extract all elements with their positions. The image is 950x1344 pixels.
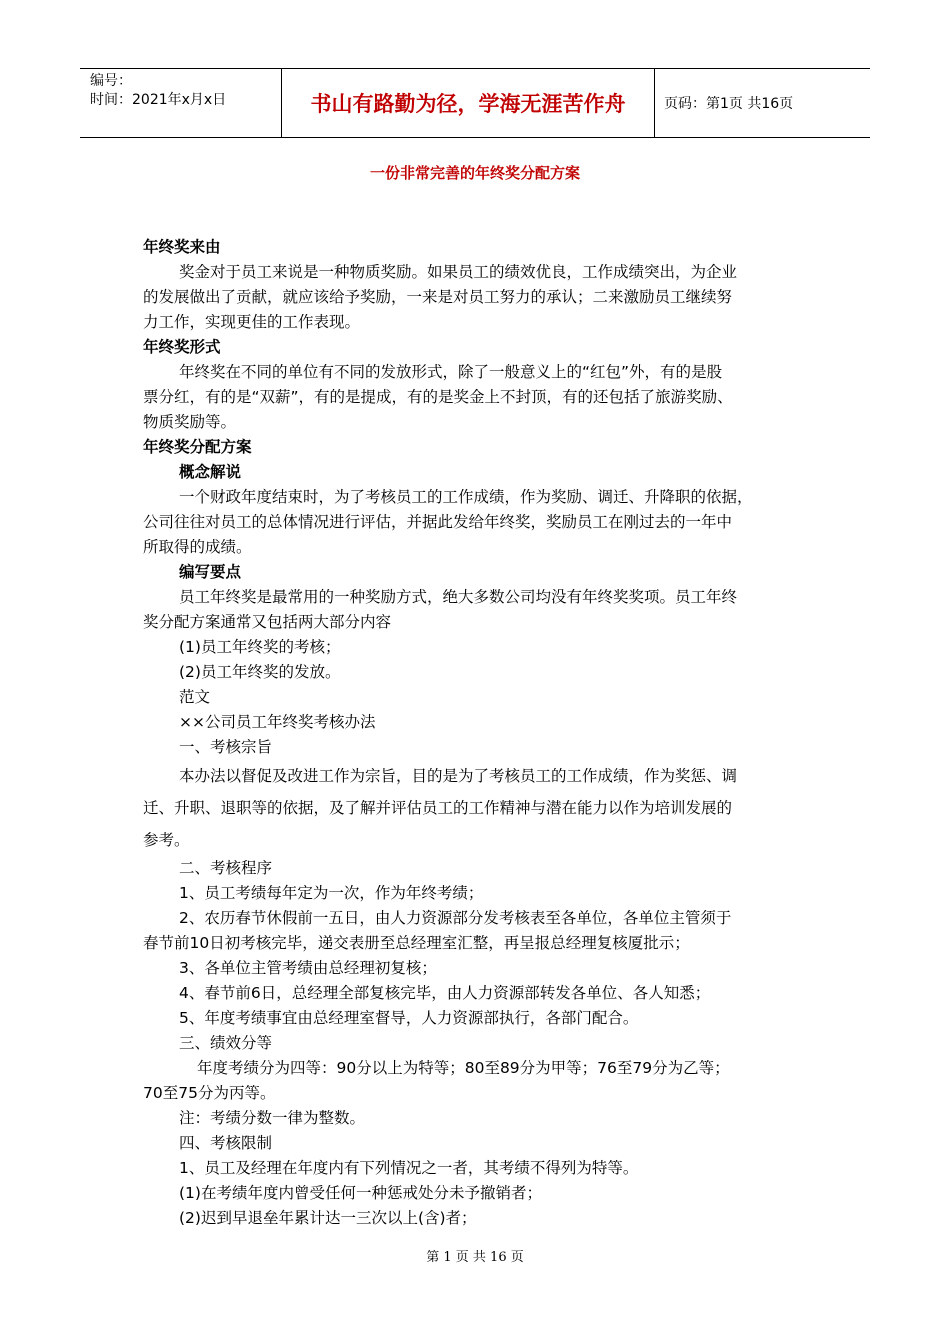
document-body	[143, 235, 823, 1231]
section-heading: 年终奖形式	[143, 338, 221, 356]
paragraph-line: 年终奖在不同的单位有不同的发放形式，除了一般意义上的“红包”外，有的是股	[179, 363, 723, 381]
list-item: (2)迟到早退垒年累计达一三次以上(含)者；	[179, 1209, 477, 1227]
section-heading: 年终奖分配方案	[143, 438, 252, 456]
paragraph-line: 的发展做出了贡献，就应该给予奖励，一来是对员工努力的承认；二来激励员工继续努	[143, 288, 733, 306]
paragraph-line: 范文	[179, 688, 211, 706]
paragraph-line: 年度考绩分为四等：90分以上为特等；80至89分为甲等；76至79分为乙等；	[197, 1059, 730, 1077]
time-label: 时间：2021年x月x日	[90, 92, 227, 108]
paragraph-line: 奖分配方案通常又包括两大部分内容	[143, 613, 392, 631]
header-left-cell	[80, 69, 282, 137]
paragraph-line: 员工年终奖是最常用的一种奖励方式，绝大多数公司均没有年终奖奖项。员工年终	[179, 588, 738, 606]
article-heading: 一、考核宗旨	[179, 738, 273, 756]
list-item: 5、年度考绩事宜由总经理室督导，人力资源部执行，各部门配合。	[179, 1009, 639, 1027]
paragraph-line: 物质奖励等。	[143, 413, 237, 431]
page-footer: 第 1 页 共 16 页	[426, 1250, 524, 1265]
paragraph-line: 所取得的成绩。	[143, 538, 252, 556]
paragraph-line: 参考。	[143, 831, 190, 849]
note-line: 注：考绩分数一律为整数。	[179, 1109, 366, 1127]
list-item: 1、员工及经理在年度内有下列情况之一者，其考绩不得列为特等。	[179, 1159, 639, 1177]
paragraph-line: 票分红，有的是“双薪”，有的是提成，有的是奖金上不封顶，有的还包括了旅游奖励、	[143, 388, 733, 406]
paragraph-line: 本办法以督促及改进工作为宗旨，目的是为了考核员工的工作成绩，作为奖惩、调	[179, 767, 738, 785]
code-label: 编号：	[90, 73, 132, 89]
document-title: 一份非常完善的年终奖分配方案	[369, 164, 580, 182]
list-item: 4、春节前6日，总经理全部复核完毕，由人力资源部转发各单位、各人知悉；	[179, 984, 711, 1002]
paragraph-line: 迁、升职、退职等的依据，及了解并评估员工的工作精神与潜在能力以作为培训发展的	[143, 799, 733, 817]
paragraph-line: 一个财政年度结束时，为了考核员工的工作成绩，作为奖励、调迁、升降职的依据，	[179, 488, 753, 506]
header-page-info: 页码：第1页 共16页	[664, 96, 794, 112]
list-item: (2)员工年终奖的发放。	[179, 663, 341, 681]
subsection-heading: 编写要点	[179, 563, 242, 581]
list-item: (1)员工年终奖的考核；	[179, 638, 341, 656]
paragraph-line: 奖金对于员工来说是一种物质奖励。如果员工的绩效优良，工作成绩突出，为企业	[179, 263, 738, 281]
subsection-heading: 概念解说	[179, 463, 242, 481]
header-motto: 书山有路勤为径，学海无涯苦作舟	[282, 69, 655, 137]
paragraph-line: ××公司员工年终奖考核办法	[179, 713, 376, 731]
paragraph-line: 力工作，实现更佳的工作表现。	[143, 313, 361, 331]
list-item: 1、员工考绩每年定为一次，作为年终考绩；	[179, 884, 484, 902]
list-item: 3、各单位主管考绩由总经理初复核；	[179, 959, 437, 977]
section-heading: 年终奖来由	[143, 238, 221, 256]
paragraph-line: 春节前10日初考核完毕，递交表册至总经理室汇整，再呈报总经理复核厦批示；	[143, 934, 690, 952]
article-heading: 四、考核限制	[179, 1134, 273, 1152]
list-item: (1)在考绩年度内曾受任何一种惩戒处分未予撤销者；	[179, 1184, 542, 1202]
paragraph-line: 70至75分为丙等。	[143, 1084, 276, 1102]
article-heading: 三、绩效分等	[179, 1034, 273, 1052]
paragraph-line: 公司往往对员工的总体情况进行评估，并据此发给年终奖，奖励员工在刚过去的一年中	[143, 513, 733, 531]
article-heading: 二、考核程序	[179, 859, 273, 877]
list-item: 2、农历春节休假前一五日，由人力资源部分发考核表至各单位，各单位主管须于	[179, 909, 732, 927]
page-header	[80, 68, 870, 138]
